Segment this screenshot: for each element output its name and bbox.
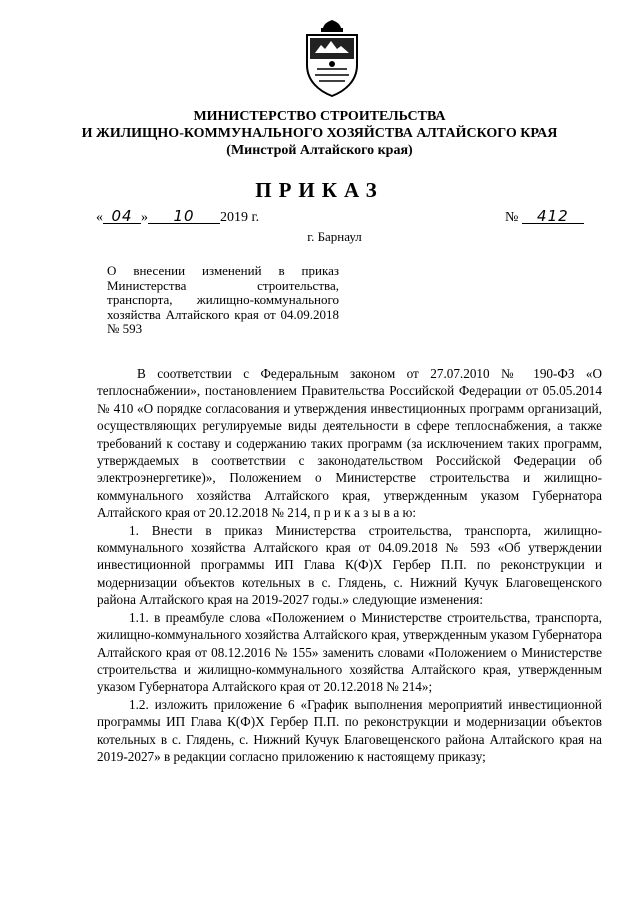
- order-body: [97, 365, 602, 765]
- city-name: г. Барнаул: [307, 229, 362, 244]
- ministry-header: [0, 108, 639, 159]
- order-subject: О внесении изменений в приказ Министерства строительства, транспорта, жилищно-коммунального хозяйства Алтайского края от 04.09.2018 № 593: [107, 263, 339, 336]
- ministry-name-line-2: И ЖИЛИЩНО-КОММУНАЛЬНОГО ХОЗЯЙСТВА АЛТАЙСКОГО КРАЯ: [81, 126, 558, 141]
- date-year: 2019 г.: [220, 210, 260, 225]
- preamble-paragraph: В соответствии с Федеральным законом от 27.07.2010 № 190-ФЗ «О теплоснабжении», постановлением Правительства Российской Федерации от 05.05.2014 № 410 «О порядке согласования и утверждения инвестиционных программ организаций, осуществляющих регулируемые виды деятельности в сфере теплоснабжения, а также требований к составу и содержанию таких программ (за исключением таких программ, утверждаемых в соответствии с законодательством Российской Федерации об электроэнергетике)», Положением о Министерстве строительства и жилищно-коммунального хозяйства Алтайского края, утвержденным указом Губернатора Алтайского края от 20.12.2018 № 214, п р и к а з ы в а ю:: [97, 366, 602, 521]
- clause-1-1: 1.1. в преамбуле слова «Положением о Министерстве строительства, транспорта, жилищно-коммунального хозяйства Алтайского края, утвержденным указом Губернатора Алтайского края от 08.12.2016 № 155» заменить словами «Положением о Министерстве строительства и жилищно-коммунального хозяйства Алтайского края, утвержденным указом Губернатора Алтайского края от 20.12.2018 № 214»;: [97, 609, 602, 695]
- clause-1-2: 1.2. изложить приложение 6 «График выполнения мероприятий инвестиционной программы ИП Глава К(Ф)Х Гербер П.П. по реконструкции и модернизации объектов котельных в с. Глядень, с. Нижний Кучук Благовещенского района Алтайского края на 2019-2027» в редакции согласно приложению к настоящему приказу;: [97, 696, 602, 764]
- coat-of-arms-emblem: [301, 19, 363, 97]
- order-date: « 04 » 10 2019 г.: [96, 207, 260, 225]
- date-month: 10: [148, 209, 220, 224]
- document-title: ПРИКАЗ: [255, 178, 384, 202]
- ministry-short-name: (Минстрой Алтайского края): [226, 143, 413, 158]
- date-day: 04: [103, 209, 141, 224]
- ministry-name-line-1: МИНИСТЕРСТВО СТРОИТЕЛЬСТВА: [193, 109, 446, 124]
- order-number: № 412: [505, 209, 584, 226]
- order-number-value: 412: [522, 209, 584, 224]
- clause-1: 1. Внести в приказ Министерства строительства, транспорта, жилищно-коммунального хозяйства Алтайского края от 04.09.2018 № 593 «Об утверждении инвестиционной программы ИП Глава К(Ф)Х Гербер П.П. по реконструкции и модернизации объектов котельных в с. Глядень, с. Нижний Кучук Благовещенского района Алтайского края на 2019-2027 годы.» следующие изменения:: [97, 522, 602, 608]
